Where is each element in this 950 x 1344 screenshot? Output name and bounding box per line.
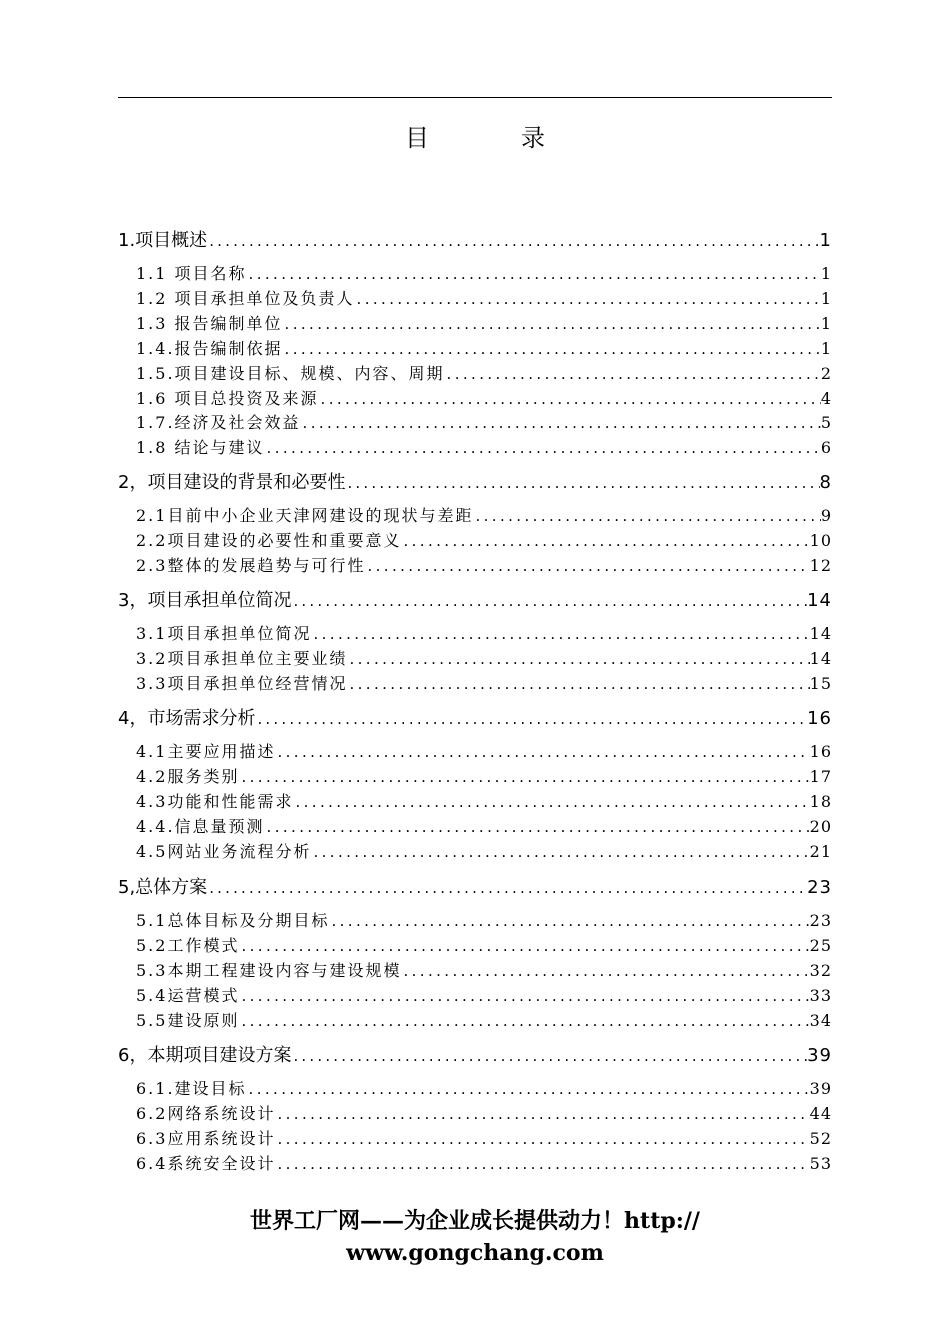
toc-subsection[interactable] [136, 840, 832, 864]
toc-leader-dots [239, 765, 809, 789]
toc-page-number: 1 [820, 338, 832, 358]
toc-leader-dots [319, 387, 821, 411]
toc-subsection[interactable] [136, 909, 832, 933]
toc-page-number: 12 [809, 555, 832, 575]
toc-page-number: 21 [809, 841, 832, 861]
toc-page-number: 4 [820, 388, 832, 408]
toc-leader-dots [283, 337, 821, 361]
toc-page-number: 9 [820, 506, 832, 525]
toc-leader-dots [355, 287, 821, 311]
toc-leader-dots [207, 875, 807, 901]
toc-page-number: 39 [809, 1079, 832, 1098]
toc-subsection-label: 4.5网站业务流程分析 [136, 841, 312, 861]
toc-subsection[interactable] [136, 312, 832, 336]
toc-subsection[interactable] [136, 504, 832, 528]
toc-page-number: 52 [809, 1128, 832, 1148]
toc-leader-dots [401, 959, 809, 983]
toc-page-number: 1 [820, 313, 832, 333]
toc-page-number: 34 [809, 1010, 832, 1030]
toc-subsection-label: 3.3项目承担单位经营情况 [136, 673, 348, 693]
toc-subsection-label: 3.2项目承担单位主要业绩 [136, 648, 348, 668]
toc-subsection[interactable] [136, 1077, 832, 1101]
toc-subsection-label: 2.3整体的发展趋势与可行性 [136, 555, 366, 575]
toc-section[interactable] [118, 875, 832, 901]
toc-subsection[interactable] [136, 1102, 832, 1126]
toc-subsection[interactable] [136, 765, 832, 789]
toc-page-number: 1 [819, 230, 832, 251]
toc-subsection[interactable] [136, 554, 832, 578]
toc-subsection[interactable] [136, 672, 832, 696]
toc-subsection-label: 3.1项目承担单位简况 [136, 624, 312, 643]
toc-page-number: 17 [809, 766, 832, 786]
toc-leader-dots [401, 529, 809, 553]
toc-section-label: 5,总体方案 [118, 877, 208, 898]
toc-leader-dots [239, 984, 809, 1008]
toc-leader-dots [207, 228, 819, 254]
toc-page-number: 39 [807, 1045, 832, 1066]
toc-subsection[interactable] [136, 287, 832, 311]
toc-subsection-label: 1.8 结论与建议 [136, 438, 265, 458]
toc-subsection-label: 4.4.信息量预测 [136, 816, 265, 836]
toc-leader-dots [275, 1152, 809, 1176]
header-rule [118, 97, 832, 98]
toc-subsection-label: 4.2服务类别 [136, 766, 240, 786]
toc-page-number: 25 [809, 935, 832, 955]
toc-subsection[interactable] [136, 622, 832, 646]
toc-title: 目 录 [405, 124, 579, 152]
toc-subsection[interactable] [136, 959, 832, 983]
toc-section[interactable] [118, 1043, 832, 1069]
toc-subsection[interactable] [136, 387, 832, 411]
toc-page-number: 20 [809, 816, 832, 836]
toc-section[interactable] [118, 706, 832, 732]
toc-section-label: 6，本期项目建设方案 [118, 1045, 292, 1066]
toc-page-number: 53 [809, 1153, 832, 1173]
toc-subsection-label: 4.1主要应用描述 [136, 742, 276, 761]
toc-section-label: 2，项目建设的背景和必要性 [118, 472, 346, 493]
toc-page-number: 1 [820, 264, 832, 283]
toc-leader-dots [265, 815, 810, 839]
toc-page-number: 14 [809, 648, 832, 668]
toc-page-number: 33 [809, 985, 832, 1005]
toc-subsection-label: 4.3功能和性能需求 [136, 791, 294, 811]
toc-subsection-label: 1.2 项目承担单位及负责人 [136, 288, 355, 308]
toc-subsection[interactable] [136, 790, 832, 814]
toc-subsection-label: 6.4系统安全设计 [136, 1153, 276, 1173]
toc-section[interactable] [118, 228, 832, 254]
toc-leader-dots [347, 647, 809, 671]
toc-leader-dots [311, 840, 809, 864]
toc-leader-dots [345, 470, 819, 496]
toc-subsection[interactable] [136, 740, 832, 764]
toc-page-number: 44 [809, 1103, 832, 1123]
toc-leader-dots [239, 934, 809, 958]
toc-leader-dots [247, 1077, 810, 1101]
toc-subsection-label: 5.4运营模式 [136, 985, 240, 1005]
toc-page-number: 5 [820, 413, 832, 433]
toc-subsection-label: 1.1 项目名称 [136, 264, 247, 283]
toc-page-number: 15 [809, 673, 832, 693]
toc-page-number: 14 [807, 590, 832, 611]
toc-subsection[interactable] [136, 1009, 832, 1033]
toc-page-number: 2 [820, 363, 832, 383]
toc-page-number: 32 [809, 960, 832, 980]
footer-slogan: 世界工厂网——为企业成长提供动力！http:// [250, 1208, 700, 1234]
toc-subsection-label: 6.1.建设目标 [136, 1079, 247, 1098]
toc-section-label: 3，项目承担单位简况 [118, 590, 292, 611]
toc-subsection-label: 1.4.报告编制依据 [136, 338, 283, 358]
toc-subsection-label: 6.2网络系统设计 [136, 1103, 276, 1123]
toc-leader-dots [247, 262, 821, 286]
toc-subsection[interactable] [136, 1152, 832, 1176]
toc-subsection[interactable] [136, 362, 832, 386]
toc-leader-dots [265, 436, 821, 460]
toc-subsection[interactable] [136, 984, 832, 1008]
toc-section[interactable] [118, 470, 832, 496]
toc-subsection-label: 1.6 项目总投资及来源 [136, 388, 319, 408]
toc-leader-dots [275, 1102, 809, 1126]
toc-page-number: 1 [820, 288, 832, 308]
toc-leader-dots [473, 504, 820, 528]
toc-leader-dots [311, 622, 809, 646]
toc-subsection[interactable] [136, 337, 832, 361]
toc-leader-dots [301, 411, 821, 435]
toc-subsection-label: 5.2工作模式 [136, 935, 240, 955]
toc-subsection-label: 2.1目前中小企业天津网建设的现状与差距 [136, 506, 474, 525]
toc-subsection[interactable] [136, 262, 832, 286]
toc-leader-dots [283, 312, 821, 336]
toc-subsection-label: 1.7.经济及社会效益 [136, 413, 301, 433]
toc-subsection-label: 5.1总体目标及分期目标 [136, 911, 330, 930]
toc-leader-dots [347, 672, 809, 696]
toc-subsection[interactable] [136, 411, 832, 435]
toc-leader-dots [329, 909, 809, 933]
toc-leader-dots [291, 588, 807, 614]
toc-subsection[interactable] [136, 529, 832, 553]
toc-subsection-label: 6.3应用系统设计 [136, 1128, 276, 1148]
toc-leader-dots [239, 1009, 809, 1033]
toc-leader-dots [445, 362, 821, 386]
toc-section-label: 4，市场需求分析 [118, 708, 256, 729]
toc-subsection-label: 1.5.项目建设目标、规模、内容、周期 [136, 363, 445, 383]
toc-section-label: 1.项目概述 [118, 230, 208, 251]
toc-subsection-label: 5.3本期工程建设内容与建设规模 [136, 960, 402, 980]
toc-page-number: 16 [807, 708, 832, 729]
toc-subsection[interactable] [136, 934, 832, 958]
toc-section[interactable] [118, 588, 832, 614]
toc-page-number: 8 [819, 472, 832, 493]
toc-leader-dots [293, 790, 809, 814]
toc-page-number: 16 [809, 742, 832, 761]
toc-subsection[interactable] [136, 436, 832, 460]
toc-page-number: 18 [809, 791, 832, 811]
toc-subsection[interactable] [136, 1127, 832, 1151]
toc-subsection-label: 5.5建设原则 [136, 1010, 240, 1030]
footer [0, 1205, 950, 1269]
toc-page-number: 23 [807, 877, 832, 898]
toc-subsection-label: 2.2项目建设的必要性和重要意义 [136, 530, 402, 550]
toc-page-number: 14 [809, 624, 832, 643]
toc-leader-dots [275, 1127, 809, 1151]
toc-page-number: 10 [809, 530, 832, 550]
toc-page-number: 6 [820, 438, 832, 458]
footer-url: www.gongchang.com [346, 1240, 604, 1266]
toc-leader-dots [365, 554, 809, 578]
toc-leader-dots [275, 740, 809, 764]
toc-subsection-label: 1.3 报告编制单位 [136, 313, 283, 333]
toc-subsection[interactable] [136, 647, 832, 671]
toc-page-number: 23 [809, 911, 832, 930]
toc-leader-dots [291, 1043, 807, 1069]
toc-leader-dots [255, 706, 807, 732]
toc-subsection[interactable] [136, 815, 832, 839]
